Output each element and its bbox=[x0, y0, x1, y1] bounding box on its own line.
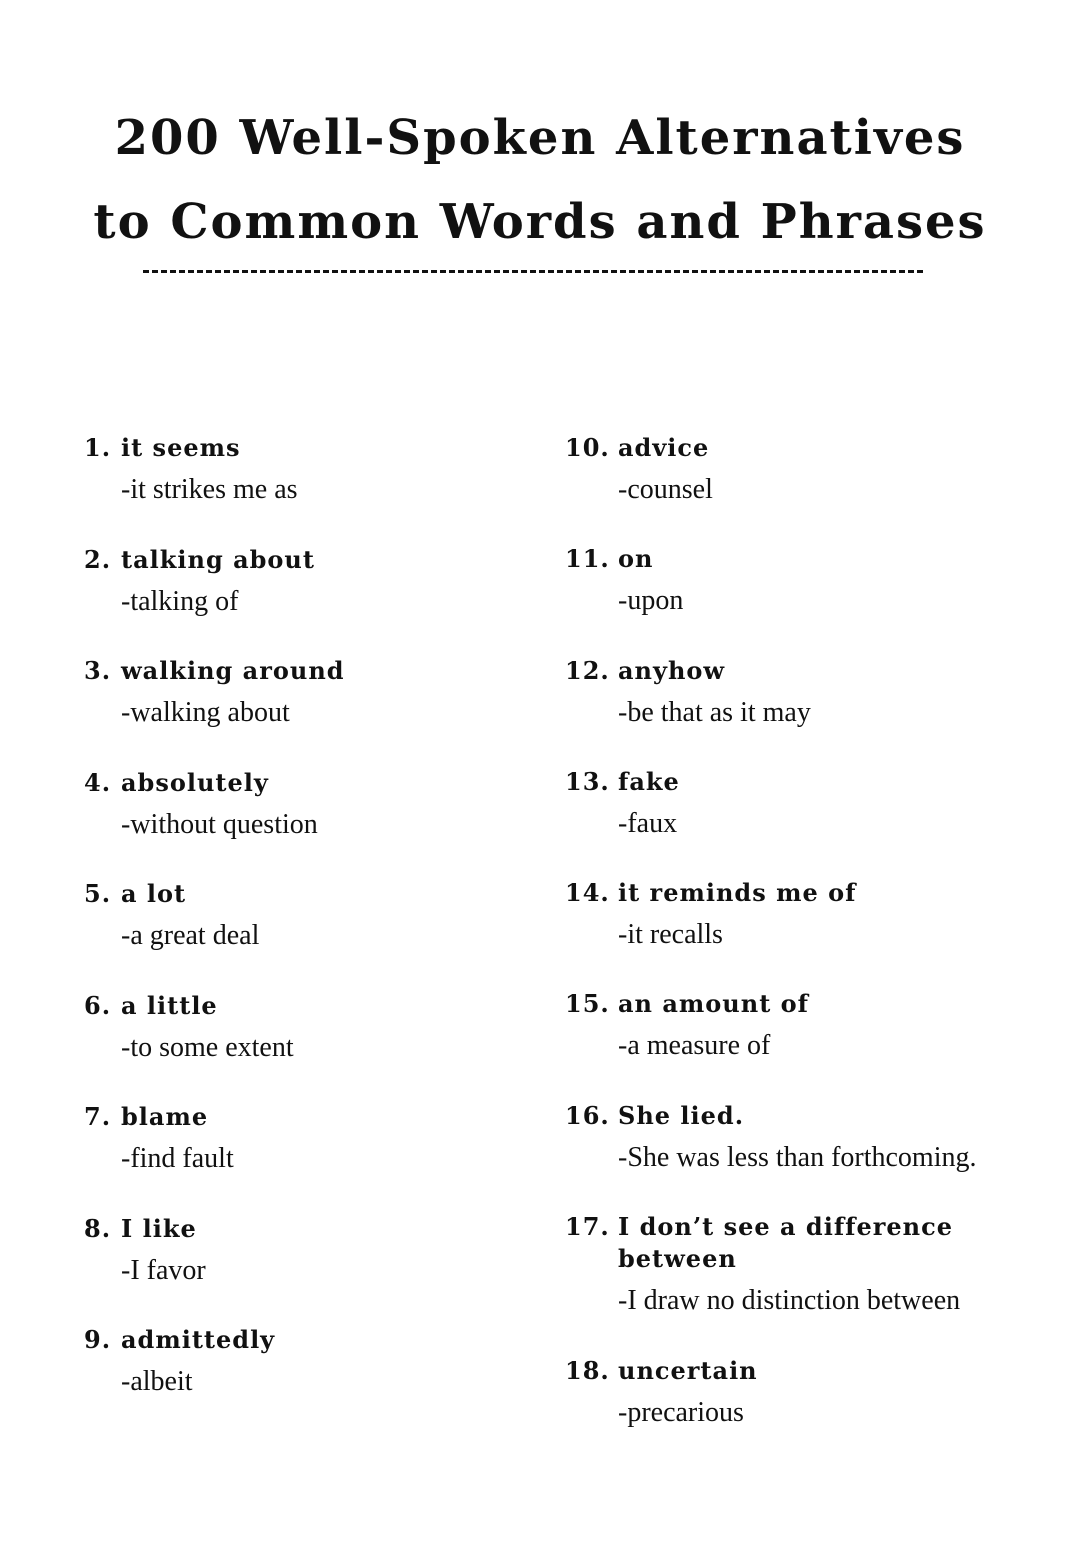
list-item bbox=[565, 988, 1035, 1099]
item-number: 7. bbox=[84, 1102, 112, 1131]
item-number: 14. bbox=[565, 878, 610, 908]
list-item bbox=[84, 544, 524, 656]
item-term: it reminds me of bbox=[618, 878, 857, 908]
item-alternative: -a great deal bbox=[121, 920, 260, 951]
item-term: admittedly bbox=[121, 1325, 276, 1354]
item-alternative: -be that as it may bbox=[618, 696, 811, 728]
list-item bbox=[565, 655, 1035, 766]
list-item bbox=[565, 432, 1035, 543]
list-item bbox=[84, 1101, 524, 1213]
item-term: She lied. bbox=[618, 1100, 745, 1130]
title-divider bbox=[143, 270, 923, 273]
list-item bbox=[84, 767, 524, 879]
left-column bbox=[84, 432, 524, 1436]
item-alternative: -albeit bbox=[121, 1366, 193, 1397]
item-number: 1. bbox=[84, 433, 112, 462]
item-number: 5. bbox=[84, 879, 112, 908]
item-term: it seems bbox=[121, 433, 241, 462]
item-term: a lot bbox=[121, 879, 187, 908]
page-title bbox=[0, 96, 1080, 264]
list-item bbox=[565, 877, 1035, 988]
item-number: 15. bbox=[565, 989, 610, 1019]
item-term: a little bbox=[121, 990, 218, 1020]
item-alternative: -She was less than forthcoming. bbox=[618, 1141, 977, 1173]
list-item bbox=[565, 543, 1035, 654]
list-item bbox=[84, 655, 524, 767]
item-term: walking around bbox=[121, 656, 345, 685]
item-alternative: -it strikes me as bbox=[121, 474, 298, 505]
item-alternative: -I draw no distinction between bbox=[618, 1285, 961, 1317]
item-term: talking about bbox=[121, 544, 315, 574]
item-alternative: -walking about bbox=[121, 697, 290, 728]
item-term: fake bbox=[618, 766, 680, 796]
item-alternative: -it recalls bbox=[618, 919, 723, 951]
item-alternative: -counsel bbox=[618, 474, 713, 505]
item-alternative: -faux bbox=[618, 807, 678, 839]
item-number: 12. bbox=[565, 655, 610, 685]
item-alternative: -find fault bbox=[121, 1143, 234, 1174]
item-term: absolutely bbox=[121, 767, 269, 797]
item-alternative: -a measure of bbox=[618, 1030, 771, 1062]
item-number: 13. bbox=[565, 766, 610, 796]
item-number: 4. bbox=[84, 767, 112, 797]
item-term: uncertain bbox=[618, 1355, 758, 1385]
item-term: I don’t see a difference between bbox=[618, 1212, 953, 1274]
item-alternative: -precarious bbox=[618, 1396, 744, 1428]
title-line-2: to Common Words and Phrases bbox=[93, 194, 987, 250]
item-term: anyhow bbox=[618, 655, 726, 685]
title-line-1: 200 Well-Spoken Alternatives bbox=[114, 110, 966, 166]
item-term: an amount of bbox=[618, 989, 809, 1019]
item-term: on bbox=[618, 544, 654, 574]
item-number: 6. bbox=[84, 990, 112, 1020]
list-item bbox=[84, 1324, 524, 1436]
item-number: 16. bbox=[565, 1100, 610, 1130]
item-alternative: -without question bbox=[121, 808, 318, 840]
item-number: 11. bbox=[565, 544, 610, 574]
item-number: 3. bbox=[84, 656, 112, 685]
list-item bbox=[565, 1100, 1035, 1211]
item-number: 9. bbox=[84, 1325, 112, 1354]
list-item bbox=[565, 766, 1035, 877]
item-alternative: -talking of bbox=[121, 585, 239, 617]
item-term: blame bbox=[121, 1102, 209, 1131]
list-item bbox=[84, 1213, 524, 1325]
list-item bbox=[565, 1211, 1035, 1355]
list-item bbox=[84, 990, 524, 1102]
item-number: 17. bbox=[565, 1212, 610, 1242]
item-alternative: -I favor bbox=[121, 1254, 206, 1286]
item-number: 2. bbox=[84, 544, 112, 574]
item-term: I like bbox=[121, 1213, 197, 1243]
list-item bbox=[565, 1355, 1035, 1466]
item-alternative: -to some extent bbox=[121, 1031, 294, 1063]
right-column bbox=[565, 432, 1035, 1466]
list-item bbox=[84, 432, 524, 544]
item-number: 18. bbox=[565, 1355, 610, 1385]
item-alternative: -upon bbox=[618, 585, 684, 617]
list-item bbox=[84, 878, 524, 990]
item-term: advice bbox=[618, 433, 710, 462]
item-number: 10. bbox=[565, 433, 610, 462]
item-number: 8. bbox=[84, 1213, 112, 1243]
